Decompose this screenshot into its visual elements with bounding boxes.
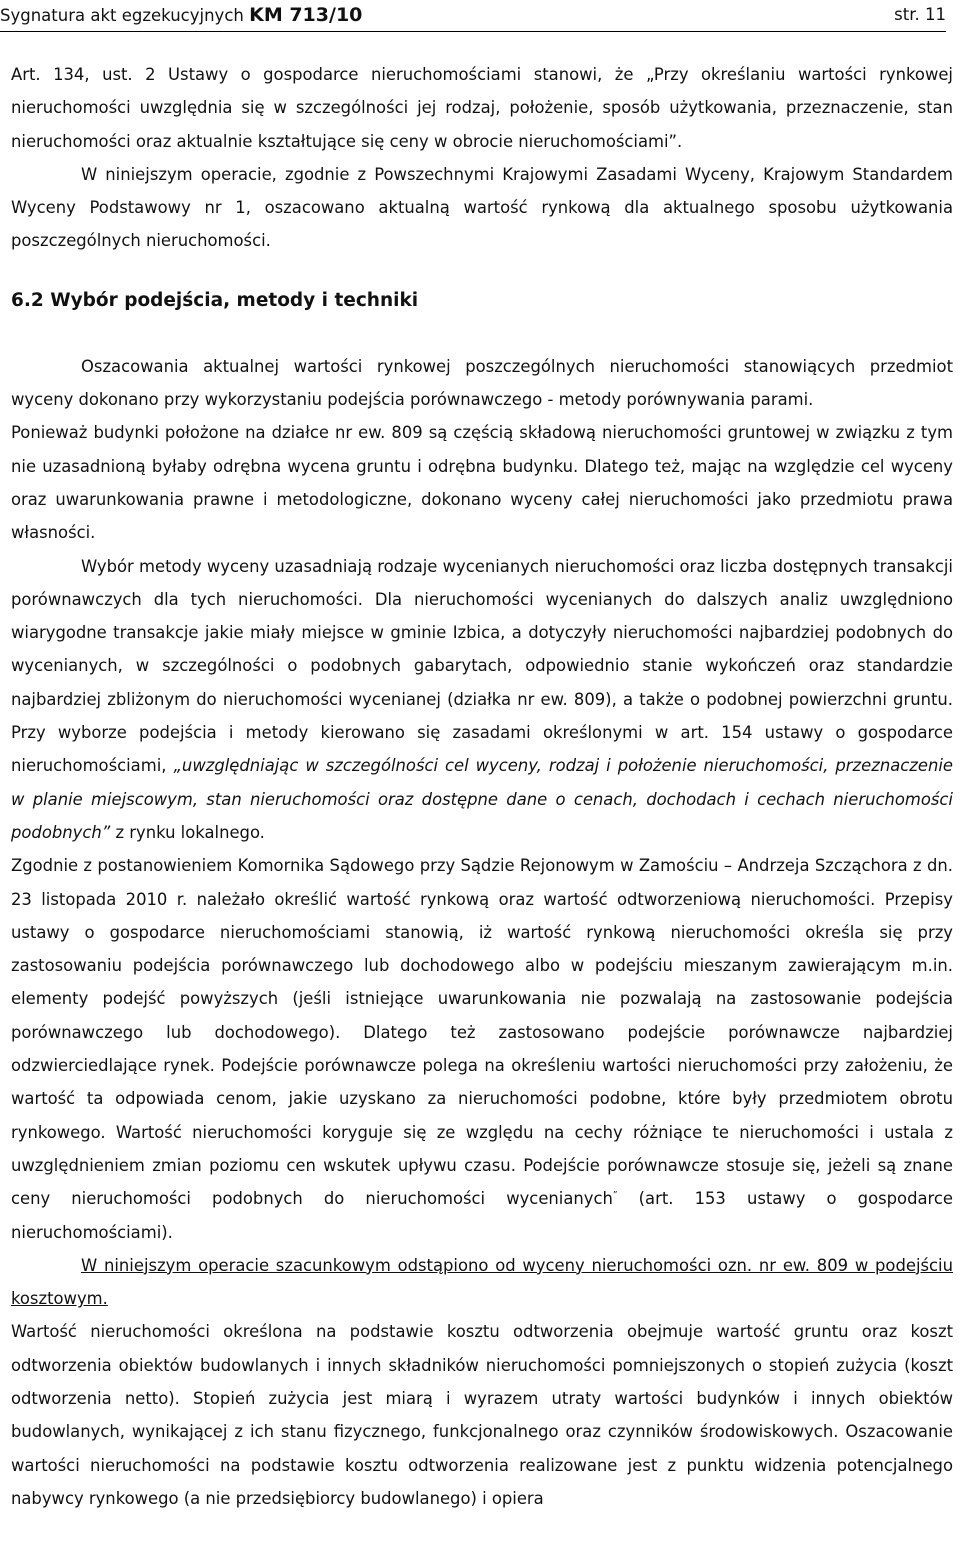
paragraph-art-134: Art. 134, ust. 2 Ustawy o gospodarce nieruchomościami stanowi, że „Przy określaniu wartości rynkowej nieruchomości uwzględnia się w szczególności jej rodzaj, położenie, sposób użytkowania, przeznaczenie, stan nieruchomości oraz aktualnie kształtujące się ceny w obrocie nieruchomościami”. [11,65,953,151]
paragraph-cost-approach-waived: W niniejszym operacie szacunkowym odstąpiono od wyceny nieruchomości ozn. nr ew. 809 w podejściu kosztowym. [11,1255,953,1309]
art-154-quote: „uwzględniając w szczególności cel wyceny, rodzaj i położenie nieruchomości, przeznaczenie w planie miejscowym, stan nieruchomości oraz dostępne dane o cenach, dochodach i cechach nieruchomości podobnych” [11,756,953,842]
header-rule [0,31,946,32]
case-signature [0,1,362,30]
paragraph-replacement-cost: Wartość nieruchomości określona na podstawie kosztu odtworzenia obejmuje wartość gruntu oraz koszt odtworzenia obiektów budowlanych i innych składników nieruchomości pomniejszonych o stopień zużycia (koszt odtworzenia netto). Stopień zużycia jest miarą i wyrazem utraty wartości budynków i innych obiektów budowlanych, wynikającej z ich stanu fizycznego, funkcjonalnego oraz czynników środowiskowych. Oszacowanie wartości nieruchomości na podstawie kosztu odtworzenia realizowane jest z punktu widzenia potencjalnego nabywcy rynkowego (a nie przedsiębiorcy budowlanego) i opiera [11,1322,953,1508]
document-body [11,58,953,1515]
section-heading: 6.2 Wybór podejścia, metody i techniki [11,289,419,311]
method-choice-lead: Wybór metody wyceny uzasadniają rodzaje wycenianych nieruchomości oraz liczba dostępnych transakcji porównawczych dla tych nieruchomości. Dla nieruchomości wycenianych do dalszych analiz uwzględniono wiarygodne transakcje jakie miały miejsce w gminie Izbica, a dotyczyły nieruchomości najbardziej podobnych do wycenianych, w szczególności o podobnych gabarytach, odpowiednio stanie wykończeń oraz standardzie najbardziej zbliżonym do nieruchomości wycenianej (działka nr ew. 809), a także o podobnej powierzchni gruntu. Przy wyborze podejścia i metody kierowano się zasadami określonymi w art. 154 ustawy o gospodarce nieruchomościami, [11,556,953,776]
bailiff-order-lead: Zgodnie z postanowieniem Komornika Sądowego przy Sądzie Rejonowym w Zamościu – Andrzeja Szcząchora z dn. 23 listopada 2010 r. należało określić wartość rynkową oraz wartość odtworzeniową nieruchomości. Przepisy ustawy o gospodarce nieruchomościami stanowią, iż wartość rynkową nieruchomości określa się przy zastosowaniu podejścia porównawczego lub dochodowego albo w podejściu mieszanym zawierającym m.in. elementy podejść powyższych (jeśli istniejące uwarunkowania nie pozwalają na zastosowanie podejścia porównawczego lub dochodowego). Dlatego też zastosowano podejście porównawcze najbardziej odzwierciedlające rynek. Podejście porównawcze polega na określeniu wartości nieruchomości przy założeniu, że wartość ta odpowiada cenom, jakie uzyskano za nieruchomości podobne, które były przedmiotem obrotu rynkowego. Wartość nieruchomości koryguje się ze względu na cechy różniące te nieruchomości i ustala z uwzględnieniem zmian poziomu cen wskutek upływu czasu. Podejście porównawcze stosuje się, jeżeli są znane ceny nieruchomości podobnych do nieruchomości wycenianych [11,856,953,1209]
quote-mark: ” [612,1190,618,1201]
paragraph-standards: W niniejszym operacie, zgodnie z Powszechnymi Krajowymi Zasadami Wyceny, Krajowym Standardem Wyceny Podstawowy nr 1, oszacowano aktualną wartość rynkową dla aktualnego sposobu użytkowania poszczególnych nieruchomości. [11,164,953,251]
paragraph-approach: Oszacowania aktualnej wartości rynkowej poszczególnych nieruchomości stanowiących przedmiot wyceny dokonano przy wykorzystaniu podejścia porównawczego - metody porównywania parami. [11,356,953,410]
paragraph-bailiff-order [11,849,953,1249]
spacer [11,258,953,284]
bailiff-order-tail: (art. 153 ustawy o gospodarce nieruchomościami). [11,1189,953,1242]
paragraph-method-choice [11,550,953,850]
page-header [0,1,946,29]
page-number: str. 11 [894,5,946,24]
spacer [11,317,953,350]
method-choice-tail: z rynku lokalnego. [110,822,265,842]
paragraph-buildings: Ponieważ budynki położone na działce nr ew. 809 są częścią składową nieruchomości gruntowej w związku z tym nie uzasadnioną byłaby odrębna wycena gruntu i odrębna budynku. Dlatego też, mając na względzie cel wyceny oraz uwarunkowania prawne i metodologiczne, dokonano wyceny całej nieruchomości jako przedmiotu prawa własności. [11,423,953,543]
signature-number: KM 713/10 [249,4,363,26]
signature-prefix: Sygnatura akt egzekucyjnych [0,6,244,25]
